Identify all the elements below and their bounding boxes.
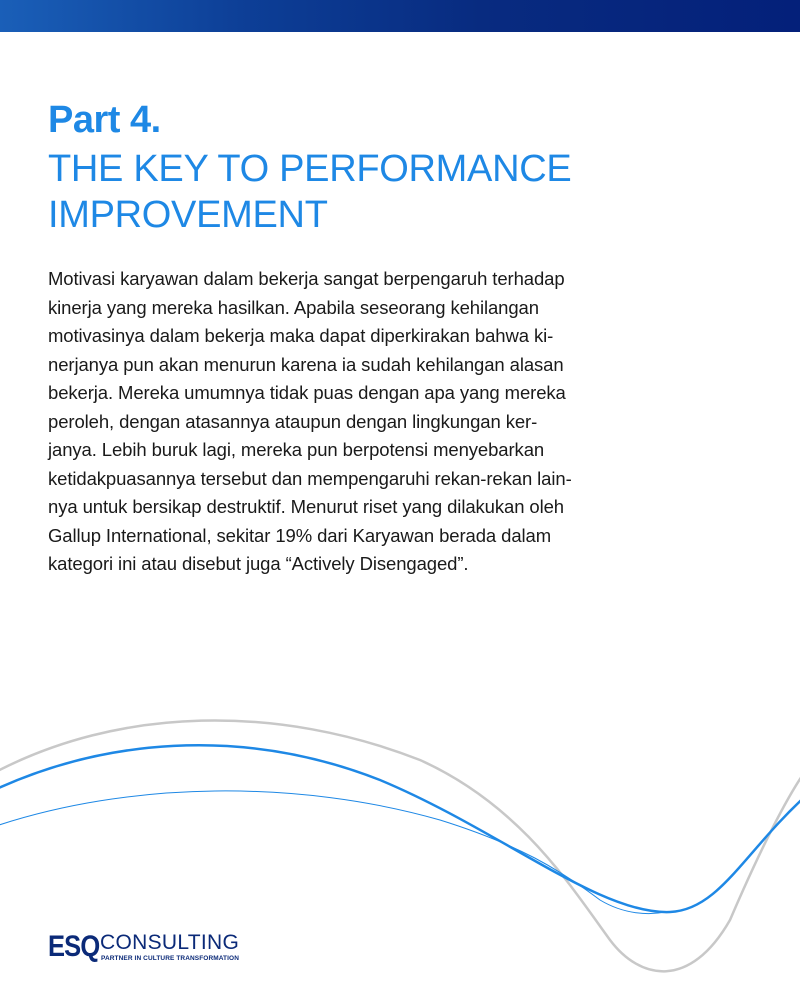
part-number-heading: Part 4. — [48, 99, 161, 141]
blue-wave-thick — [0, 745, 800, 912]
esq-consulting-logo — [48, 930, 268, 970]
logo-mark: ESQ — [48, 930, 100, 963]
section-title — [48, 146, 748, 238]
logo-name: CONSULTING — [100, 931, 240, 954]
blue-wave-thin — [0, 791, 665, 914]
logo-tagline: PARTNER IN CULTURE TRANSFORMATION — [101, 955, 239, 962]
top-banner-bar — [0, 0, 800, 32]
body-paragraph: Motivasi karyawan dalam bekerja sangat berpengaruh terhadap kinerja yang mereka hasilkan. Apabila seseorang kehilangan motivasinya dalam bekerja maka dapat diperkirakan bahwa ki- nerjanya pun akan menurun karena ia sudah kehilangan alasan bekerja. Mereka umumnya tidak puas dengan apa yang mereka peroleh, dengan atasannya ataupun dengan lingkungan ker- janya. Lebih buruk lagi, mereka pun berpotensi menyebarkan ketidakpuasannya tersebut dan mempengaruhi rekan-rekan lain- nya untuk bersikap destruktif. Menurut riset yang dilakukan oleh Gallup International, sekitar 19% dari Karyawan berada dalam kategori ini atau disebut juga “Actively Disengaged”. — [48, 268, 572, 574]
section-title-line-1: THE KEY TO PERFORMANCE — [48, 148, 572, 190]
section-title-line-2: IMPROVEMENT — [48, 194, 328, 236]
